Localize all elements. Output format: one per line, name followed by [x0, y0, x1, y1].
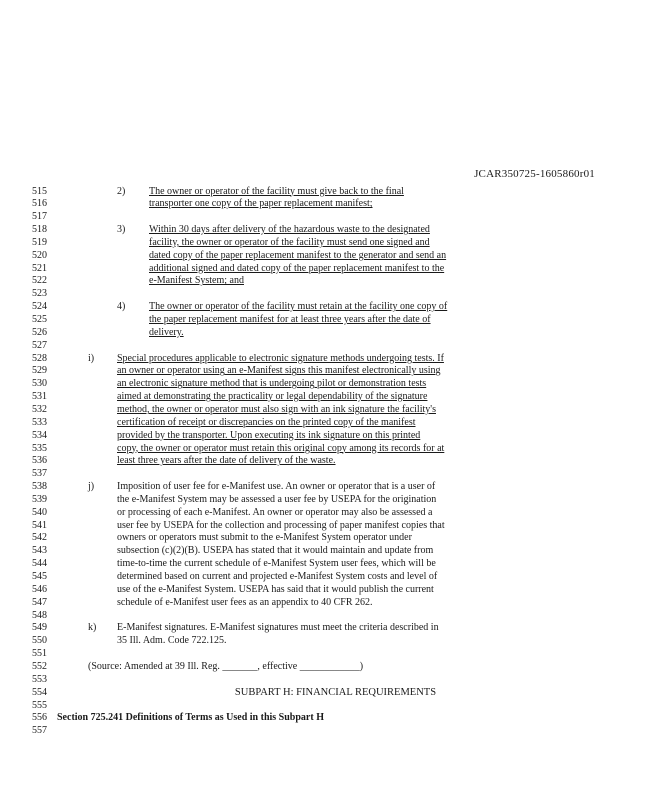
line-number: 536	[32, 455, 47, 467]
paragraph-line: Imposition of user fee for e-Manifest use. An owner or operator that is a user of	[117, 481, 436, 493]
paragraph-line: E-Manifest signatures. E-Manifest signatures must meet the criteria described in	[117, 622, 439, 634]
paragraph-line: facility, the owner or operator of the facility must send one signed and	[149, 236, 430, 248]
line-number: 546	[32, 583, 47, 595]
paragraph-line: method, the owner or operator must also sign with an ink signature the facility's	[117, 403, 436, 415]
line-number: 551	[32, 648, 47, 660]
line-number: 528	[32, 352, 47, 364]
paragraph-line: owners or operators must submit to the e-Manifest System operator under	[117, 532, 412, 544]
paragraph-line: dated copy of the paper replacement manifest to the generator and send an	[149, 249, 447, 261]
paragraph-line: subsection (c)(2)(B). USEPA has stated that it would maintain and update from	[117, 545, 434, 557]
line-number: 522	[32, 275, 47, 287]
paragraph-line: aimed at demonstrating the practicality or legal dependability of the signature	[117, 391, 428, 403]
line-number: 532	[32, 403, 47, 415]
list-marker: 4)	[117, 301, 126, 313]
line-number: 545	[32, 571, 47, 582]
line-number: 538	[32, 481, 47, 493]
line-number: 515	[32, 185, 47, 197]
paragraph-line: 35 Ill. Adm. Code 722.125.	[117, 635, 227, 647]
paragraph-line: an electronic signature method that is undergoing pilot or demonstration tests	[117, 378, 427, 390]
line-number: 534	[32, 429, 47, 441]
line-number: 533	[32, 416, 47, 428]
paragraph-line: the e-Manifest System may be assessed a user fee by USEPA for the origination	[117, 493, 437, 505]
list-marker: j)	[88, 481, 95, 493]
line-number: 530	[32, 378, 47, 390]
line-number: 550	[32, 635, 47, 647]
line-number: 537	[32, 468, 47, 480]
paragraph-line: time-to-time the current schedule of e-Manifest System user fees, which will be	[117, 558, 436, 570]
paragraph-line: an owner or operator using an e-Manifest signs this manifest electronically using	[117, 365, 441, 377]
paragraph-line: Within 30 days after delivery of the hazardous waste to the designated	[149, 224, 430, 236]
line-number: 552	[32, 660, 47, 672]
subpart-heading: SUBPART H: FINANCIAL REQUIREMENTS	[234, 686, 437, 698]
paragraph-line: the paper replacement manifest for at least three years after the date of	[149, 314, 431, 325]
line-number: 519	[32, 236, 47, 248]
line-number: 527	[32, 339, 47, 351]
line-number: 520	[32, 249, 47, 261]
line-number: 529	[32, 365, 47, 377]
list-marker: 2)	[117, 185, 126, 197]
paragraph-line: or processing of each e-Manifest. An owner or operator may also be assessed a	[117, 506, 433, 518]
line-number: 535	[32, 442, 47, 454]
line-number: 531	[32, 391, 47, 403]
line-number: 539	[32, 493, 47, 505]
section-heading: Section 725.241 Definitions of Terms as Used in this Subpart H	[57, 712, 324, 724]
line-number: 518	[32, 224, 47, 236]
list-marker: 3)	[117, 224, 126, 236]
list-marker: k)	[88, 622, 97, 634]
paragraph-line: schedule of e-Manifest user fees as an appendix to 40 CFR 262.	[117, 596, 373, 608]
paragraph-line: additional signed and dated copy of the paper replacement manifest to the	[149, 262, 445, 274]
line-number: 554	[32, 686, 47, 698]
line-number: 516	[32, 198, 47, 210]
line-number: 526	[32, 326, 47, 338]
line-number: 544	[32, 558, 47, 570]
paragraph-line: e-Manifest System; and	[149, 275, 244, 287]
paragraph-line: certification of receipt or discrepancies on the printed copy of the manifest	[117, 416, 416, 428]
line-number: 543	[32, 545, 47, 557]
paragraph-line: The owner or operator of the facility must retain at the facility one copy of	[149, 301, 448, 313]
line-number: 557	[32, 725, 47, 737]
line-number: 553	[32, 673, 47, 685]
line-number: 548	[32, 609, 47, 621]
paragraph-line: Special procedures applicable to electronic signature methods undergoing tests. If	[117, 352, 444, 364]
line-number: 541	[32, 519, 47, 531]
line-number: 524	[32, 301, 47, 313]
line-number: 556	[32, 712, 47, 724]
line-number: 521	[32, 262, 47, 274]
paragraph-line: The owner or operator of the facility must give back to the final	[149, 185, 404, 197]
paragraph-line: delivery.	[149, 326, 184, 338]
line-number: 555	[32, 699, 47, 711]
paragraph-line: provided by the transporter. Upon executing its ink signature on this printed	[117, 429, 421, 441]
line-number: 547	[32, 596, 47, 608]
source-note: (Source: Amended at 39 Ill. Reg. _______, effective ____________)	[88, 660, 364, 672]
line-number: 525	[32, 314, 47, 325]
paragraph-line: least three years after the date of delivery of the waste.	[117, 455, 336, 467]
paragraph-line: use of the e-Manifest System. USEPA has said that it would publish the current	[117, 583, 434, 595]
line-number: 542	[32, 532, 47, 544]
paragraph-line: determined based on current and projected e-Manifest System costs and level of	[117, 571, 438, 582]
line-number: 549	[32, 622, 47, 634]
paragraph-line: user fee by USEPA for the collection and processing of paper manifest copies that	[117, 519, 445, 531]
line-number: 540	[32, 506, 47, 518]
list-marker: i)	[88, 352, 95, 364]
document-id: JCAR350725-1605860r01	[474, 168, 595, 180]
paragraph-line: transporter one copy of the paper replacement manifest;	[149, 198, 373, 210]
line-number: 517	[32, 211, 47, 223]
line-number: 523	[32, 288, 47, 300]
paragraph-line: copy, the owner or operator must retain this original copy among its records for at	[117, 442, 445, 454]
